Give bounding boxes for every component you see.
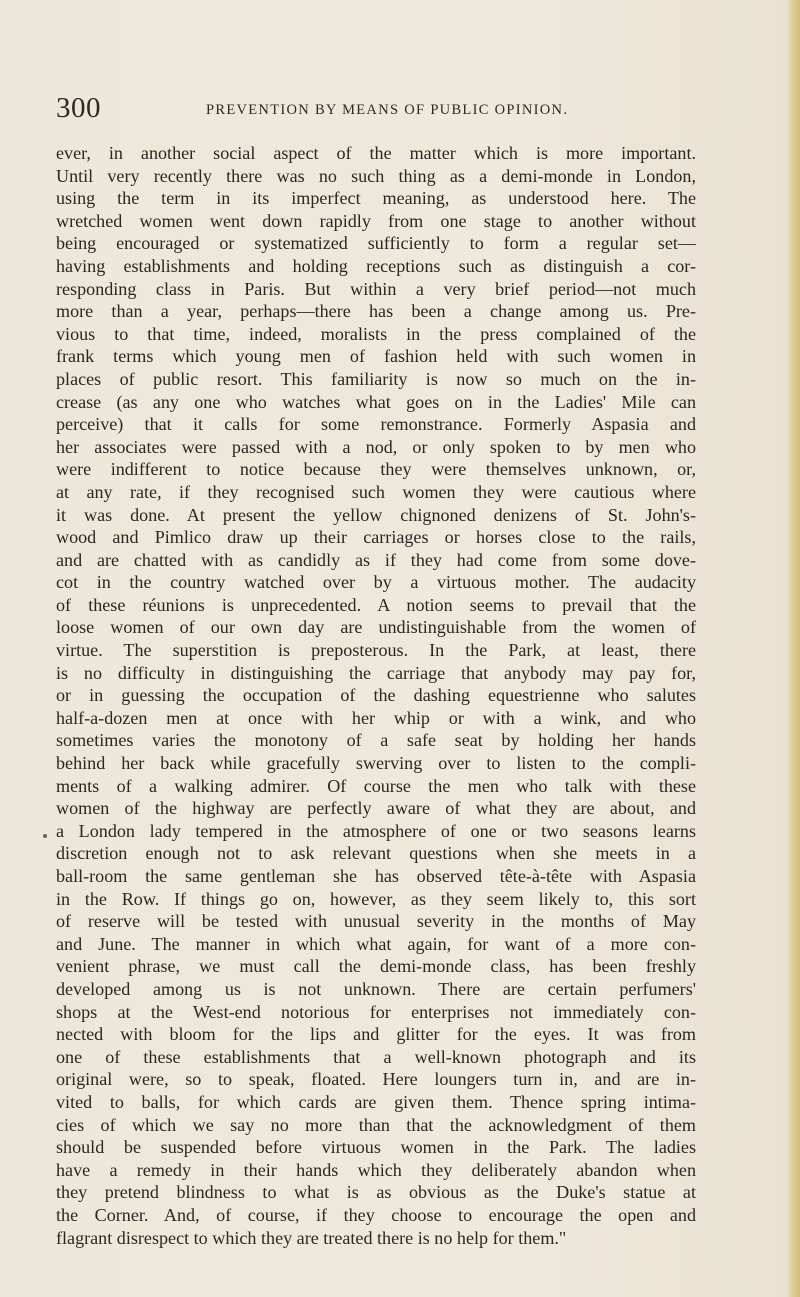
text-line: they pretend blindness to what is as obvious as the Duke's statue at	[56, 1182, 696, 1203]
text-line: having establishments and holding receptions such as distinguish a cor-	[56, 255, 696, 276]
text-line: should be suspended before virtuous women in the Park. The ladies	[56, 1137, 696, 1158]
text-line: developed among us is not unknown. There are certain perfumers'	[56, 978, 696, 999]
text-line: her associates were passed with a nod, or only spoken to by men who	[56, 436, 696, 457]
text-line: more than a year, perhaps—there has been a change among us. Pre-	[56, 301, 696, 322]
text-line: is no difficulty in distinguishing the carriage that anybody may pay for,	[56, 662, 696, 683]
running-head: PREVENTION BY MEANS OF PUBLIC OPINION.	[206, 102, 569, 118]
text-line: ments of a walking admirer. Of course the men who talk with these	[56, 775, 696, 796]
text-line: wood and Pimlico draw up their carriages or horses close to the rails,	[56, 527, 696, 548]
text-line: half-a-dozen men at once with her whip or with a wink, and who	[56, 707, 696, 728]
text-line: the Corner. And, of course, if they choose to encourage the open and	[56, 1204, 696, 1225]
text-line: ever, in another social aspect of the matter which is more important.	[56, 143, 696, 163]
text-line: perceive) that it calls for some remonstrance. Formerly Aspasia and	[56, 414, 696, 435]
text-line: in the Row. If things go on, however, as they seem likely to, this sort	[56, 888, 696, 909]
page-number: 300	[56, 92, 101, 124]
text-line: one of these establishments that a well-known photograph and its	[56, 1046, 696, 1067]
text-line: responding class in Paris. But within a very brief period—not much	[56, 278, 696, 299]
text-line: ball-room the same gentleman she has observed tête-à-tête with Aspasia	[56, 866, 696, 886]
text-line: at any rate, if they recognised such women they were cautious where	[56, 481, 696, 502]
text-line: or in guessing the occupation of the dashing equestrienne who salutes	[56, 685, 696, 706]
text-line: crease (as any one who watches what goes on in the Ladies' Mile can	[56, 391, 696, 412]
text-line: of reserve will be tested with unusual severity in the months of May	[56, 911, 696, 932]
text-line: discretion enough not to ask relevant questions when she meets in a	[56, 843, 696, 864]
text-line: places of public resort. This familiarity is now so much on the in-	[56, 368, 696, 389]
text-line: venient phrase, we must call the demi-monde class, has been freshly	[56, 956, 696, 977]
text-line: a London lady tempered in the atmosphere of one or two seasons learns	[56, 820, 696, 841]
text-line: of these réunions is unprecedented. A notion seems to prevail that the	[56, 594, 696, 615]
text-line: loose women of our own day are undistinguishable from the women of	[56, 617, 696, 638]
text-line: and June. The manner in which what again, for want of a more con-	[56, 933, 696, 954]
page-header	[56, 92, 696, 126]
text-line: wretched women went down rapidly from one stage to another without	[56, 210, 696, 231]
text-line: being encouraged or systematized sufficiently to form a regular set—	[56, 233, 696, 254]
text-line: behind her back while gracefully swerving over to listen to the compli-	[56, 753, 696, 774]
text-line: original were, so to speak, floated. Here loungers turn in, and are in-	[56, 1069, 696, 1090]
body-text	[56, 142, 696, 1249]
text-line: flagrant disrespect to which they are treated there is no help for them."	[56, 1227, 567, 1248]
text-line: cot in the country watched over by a virtuous mother. The audacity	[56, 572, 696, 593]
text-line: and are chatted with as candidly as if they had come from some dove-	[56, 549, 696, 570]
text-line: cies of which we say no more than that the acknowledgment of them	[56, 1114, 696, 1135]
text-line: frank terms which young men of fashion held with such women in	[56, 346, 696, 367]
text-line: it was done. At present the yellow chignoned denizens of St. John's-	[56, 504, 696, 525]
text-line: using the term in its imperfect meaning, as understood here. The	[56, 188, 696, 209]
text-line: women of the highway are perfectly aware of what they are about, and	[56, 798, 696, 819]
text-line: shops at the West-end notorious for enterprises not immediately con-	[56, 1001, 696, 1022]
text-line: nected with bloom for the lips and glitter for the eyes. It was from	[56, 1024, 696, 1045]
text-line: Until very recently there was no such thing as a demi-monde in London,	[56, 165, 696, 186]
text-line: vious to that time, indeed, moralists in the press complained of the	[56, 323, 696, 344]
page-edge	[786, 0, 800, 1297]
text-line: virtue. The superstition is preposterous. In the Park, at least, there	[56, 640, 696, 661]
margin-mark	[43, 834, 47, 838]
text-line: vited to balls, for which cards are given them. Thence spring intima-	[56, 1091, 696, 1112]
text-line: were indifferent to notice because they were themselves unknown, or,	[56, 459, 696, 480]
text-line: sometimes varies the monotony of a safe seat by holding her hands	[56, 730, 696, 751]
text-line: have a remedy in their hands which they deliberately abandon when	[56, 1159, 696, 1180]
